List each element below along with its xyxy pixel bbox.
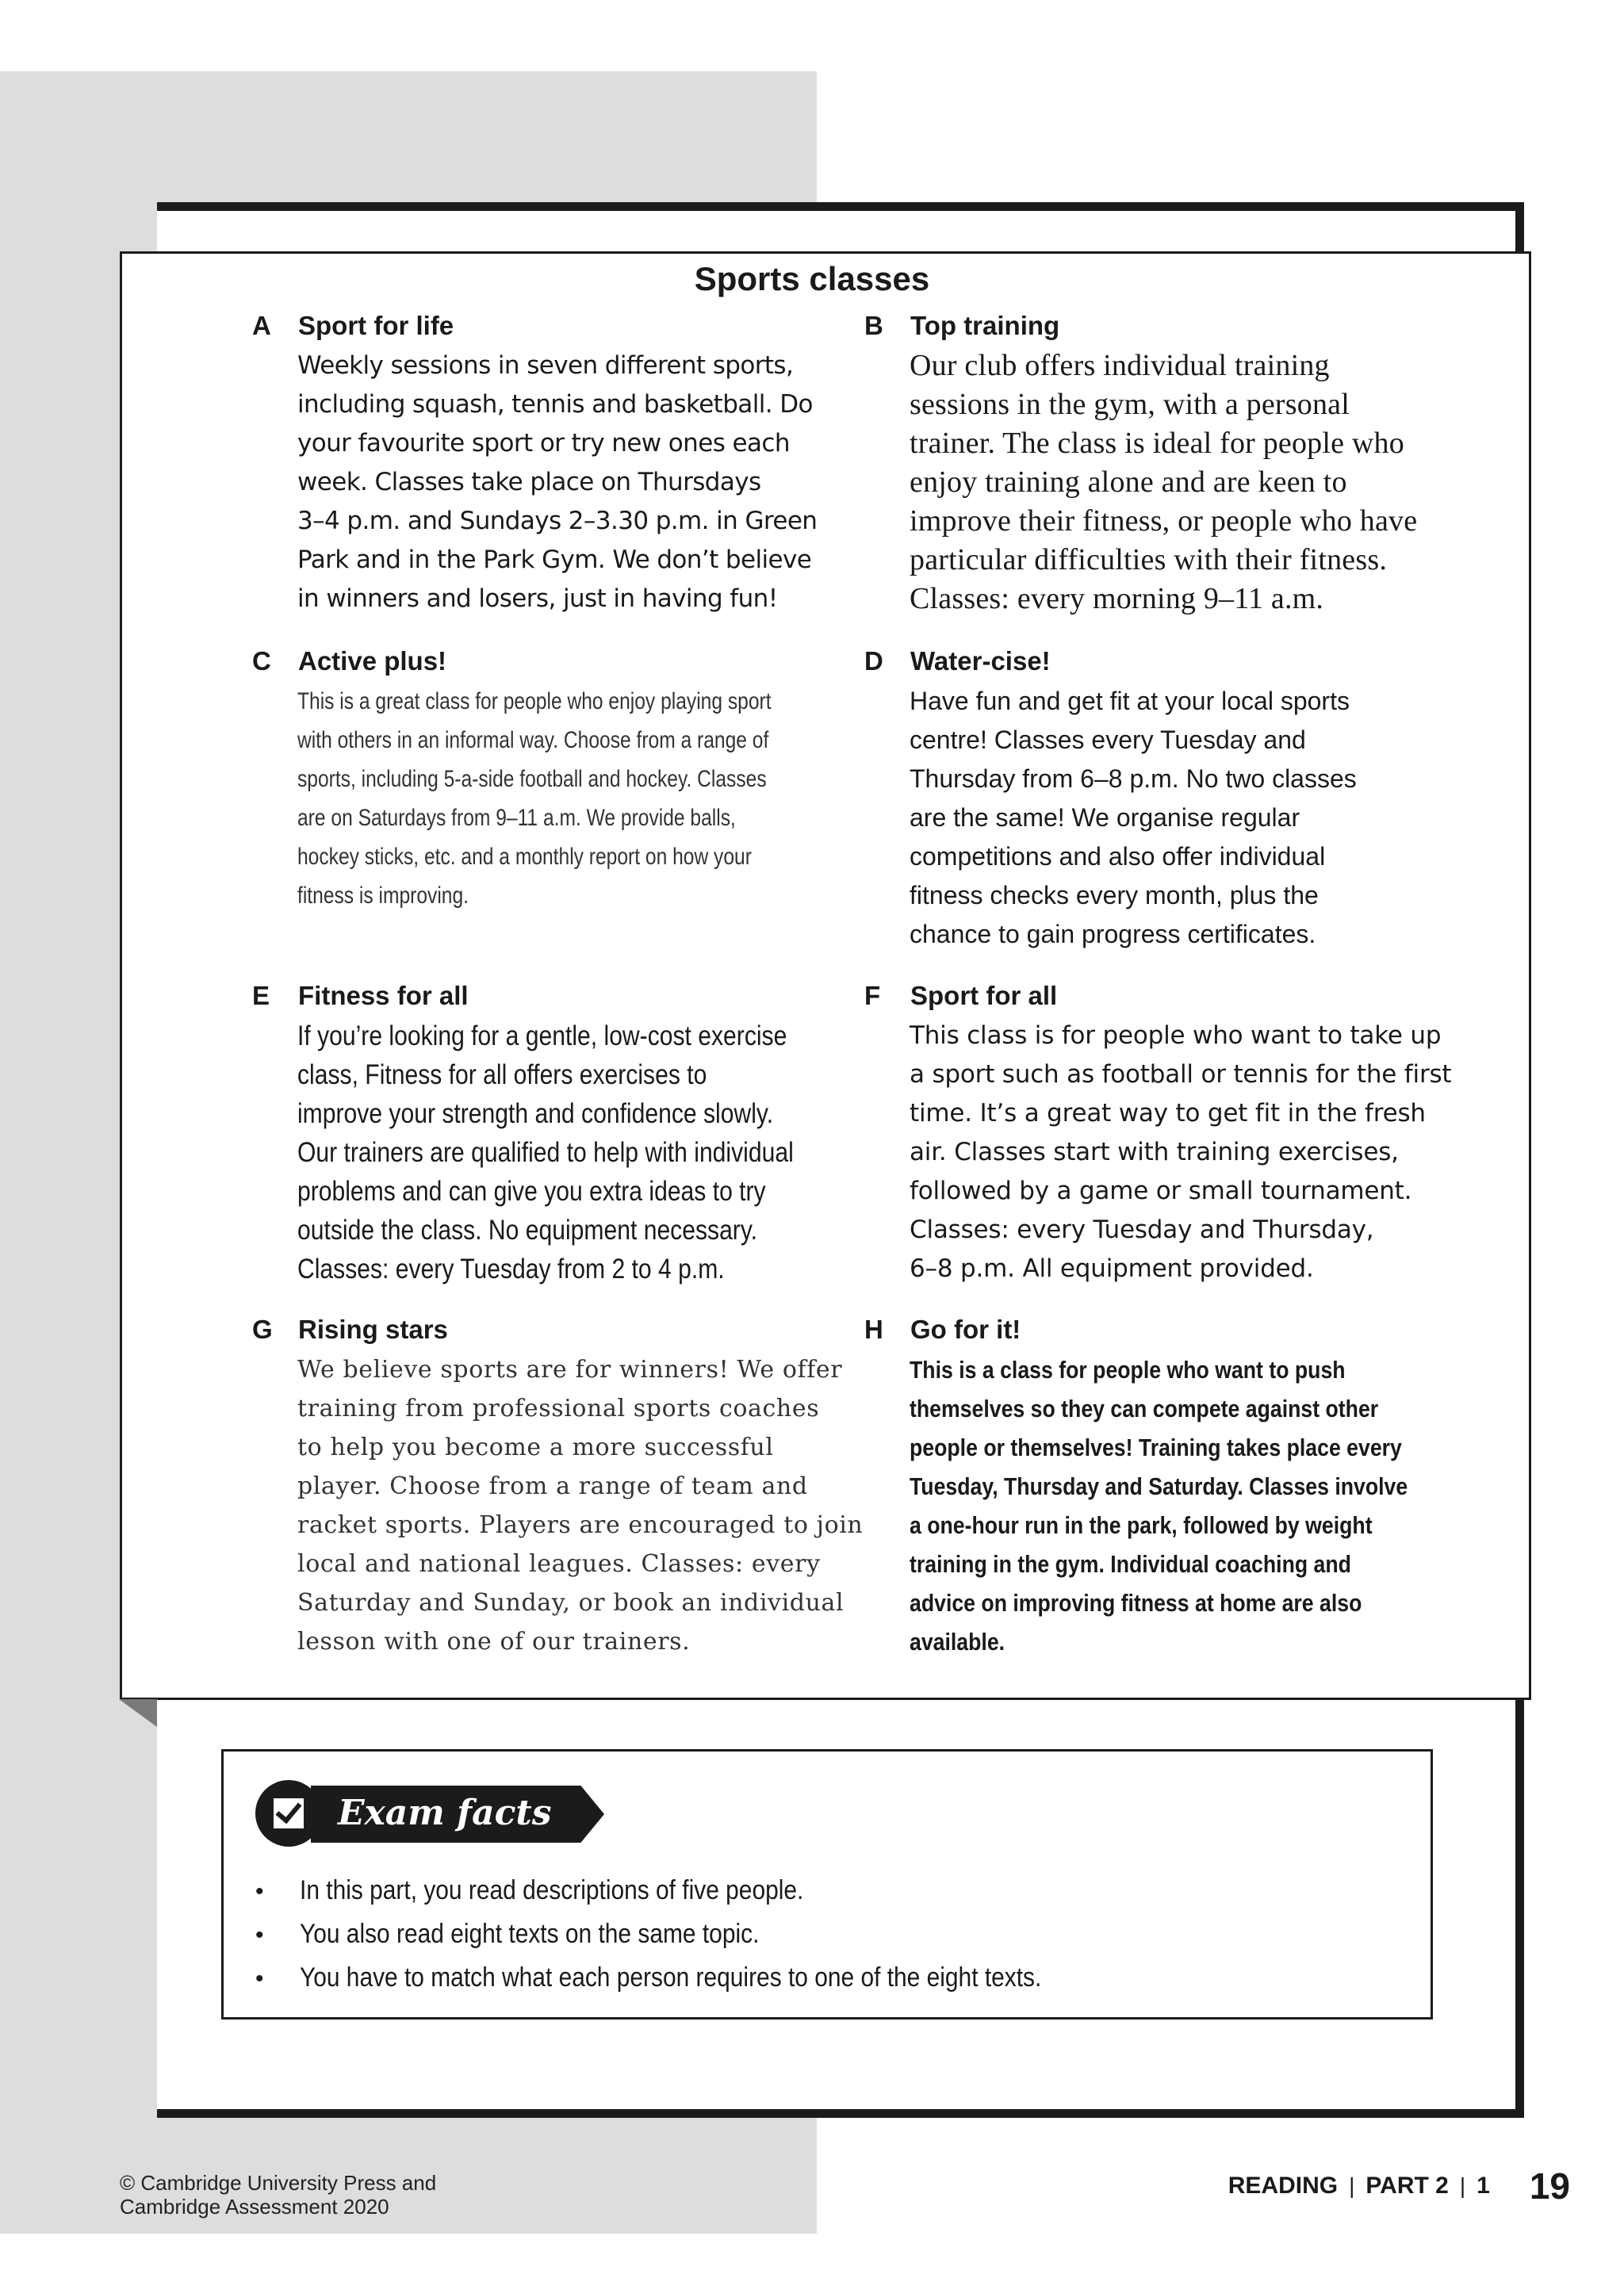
section-title: Go for it! (910, 1315, 1021, 1344)
section-letter: H (864, 1315, 883, 1344)
bullet: • (255, 1966, 264, 1992)
body-line: themselves so they can compete against other (910, 1395, 1379, 1422)
body-line: If you’re looking for a gentle, low-cost exercise (297, 1020, 787, 1051)
body-line: advice on improving fitness at home are also (910, 1589, 1362, 1617)
section-heading (864, 310, 1417, 342)
body-line: to help you become a more successful (297, 1434, 774, 1461)
section-title: Rising stars (298, 1315, 448, 1344)
body-line: training from professional sports coaches (297, 1395, 820, 1422)
part-label: PART 2 (1365, 2173, 1449, 2199)
body-line: training in the gym. Individual coaching and (910, 1550, 1351, 1578)
section-h (864, 1314, 1488, 1661)
body-line: 3–4 p.m. and Sundays 2–3.30 p.m. in Green (297, 507, 818, 535)
body-line: class, Fitness for all offers exercises to (297, 1059, 707, 1090)
section-title: Sport for life (298, 311, 454, 340)
body-line: This class is for people who want to take up (910, 1021, 1442, 1050)
list-item-text: You also read eight texts on the same topic. (300, 1919, 760, 1949)
body-line: are on Saturdays from 9–11 a.m. We provide balls, (297, 805, 736, 831)
section-b (864, 310, 1417, 618)
section-letter: E (252, 981, 270, 1010)
page-fold-corner (119, 1699, 157, 1727)
body-line: a sport such as football or tennis for the first (910, 1060, 1452, 1089)
body-line: with others in an informal way. Choose from a range of (297, 727, 769, 753)
section-g (252, 1314, 863, 1661)
list-item (255, 1869, 1143, 1912)
section-body (910, 682, 1357, 954)
body-line: Classes: every Tuesday from 2 to 4 p.m. (297, 1254, 725, 1284)
exam-facts-badge (255, 1780, 612, 1847)
body-line: improve their fitness, or people who have (910, 504, 1418, 538)
body-line: including squash, tennis and basketball. Do (297, 390, 813, 419)
section-body (910, 346, 1417, 618)
body-line: Thursday from 6–8 p.m. No two classes (910, 764, 1357, 793)
body-line: Have fun and get fit at your local sports (910, 687, 1350, 715)
body-line: lesson with one of our trainers. (297, 1628, 691, 1656)
copyright-line: Cambridge Assessment 2020 (120, 2195, 389, 2219)
body-line: week. Classes take place on Thursdays (297, 468, 761, 496)
checkmark-icon (271, 1796, 306, 1831)
body-line: outside the class. No equipment necessary. (297, 1215, 758, 1246)
body-line: particular difficulties with their fitness. (910, 543, 1388, 576)
body-line: Weekly sessions in seven different sports, (297, 351, 794, 380)
body-line: sports, including 5-a-side football and hockey. Classes (297, 766, 767, 792)
footer-separator: | (1459, 2173, 1466, 2198)
body-line: We believe sports are for winners! We offer (297, 1356, 843, 1384)
section-d (864, 645, 1357, 954)
body-line: This is a class for people who want to push (910, 1356, 1346, 1384)
section-heading (252, 310, 817, 342)
section-body (297, 346, 817, 618)
section-heading (252, 980, 875, 1012)
body-line: racket sports. Players are encouraged to join (297, 1511, 864, 1539)
body-line: enjoy training alone and are keen to (910, 465, 1347, 499)
body-line: Classes: every Tuesday and Thursday, (910, 1216, 1374, 1244)
body-line: Classes: every morning 9–11 a.m. (910, 582, 1324, 615)
list-item (255, 1912, 1143, 1956)
exam-facts-box (221, 1749, 1433, 2020)
section-title: Top training (910, 311, 1060, 340)
section-label: READING (1228, 2173, 1339, 2199)
checkbox-icon (255, 1780, 322, 1847)
section-c (252, 645, 875, 915)
body-line: followed by a game or small tournament. (910, 1177, 1412, 1205)
section-heading (864, 980, 1451, 1012)
section-body (297, 1350, 863, 1661)
body-line: available. (910, 1628, 1005, 1656)
body-line: Park and in the Park Gym. We don’t believe (297, 546, 812, 574)
body-line: local and national leagues. Classes: every (297, 1550, 821, 1578)
section-title: Water-cise! (910, 646, 1051, 676)
section-body (297, 1016, 794, 1288)
section-letter: C (252, 646, 271, 676)
body-line: competitions and also offer individual (910, 842, 1326, 871)
body-line: Tuesday, Thursday and Saturday. Classes involve (910, 1472, 1408, 1500)
body-line: This is a great class for people who enjoy playing sport (297, 688, 772, 714)
page-number: 19 (1529, 2165, 1570, 2207)
body-line: fitness is improving. (297, 882, 469, 909)
body-line: fitness checks every month, plus the (910, 881, 1319, 909)
sub-label: 1 (1477, 2173, 1490, 2199)
body-line: chance to gain progress certificates. (910, 920, 1316, 948)
body-line: centre! Classes every Tuesday and (910, 726, 1306, 754)
page-footer (1228, 2165, 1570, 2207)
section-letter: A (252, 311, 271, 340)
exam-facts-title: Exam facts (338, 1793, 552, 1833)
section-heading (252, 1314, 863, 1346)
bullet: • (255, 1922, 264, 1948)
list-item-text: You have to match what each person requires to one of the eight texts. (300, 1962, 1042, 1993)
body-line: your favourite sport or try new ones each (297, 429, 790, 458)
body-line: player. Choose from a range of team and (297, 1472, 808, 1500)
section-title: Active plus! (298, 646, 447, 676)
body-line: trainer. The class is ideal for people who (910, 427, 1404, 460)
body-line: Our trainers are qualified to help with individual (297, 1137, 794, 1168)
list-item (255, 1956, 1143, 2000)
body-line: Saturday and Sunday, or book an individual (297, 1589, 845, 1617)
body-line: are the same! We organise regular (910, 803, 1300, 832)
list-item-text: In this part, you read descriptions of five people. (300, 1875, 804, 1905)
copyright-notice (120, 2171, 436, 2219)
section-body (910, 1350, 1408, 1661)
body-line: problems and can give you extra ideas to try (297, 1176, 766, 1207)
body-line: Our club offers individual training (910, 349, 1330, 382)
body-line: hockey sticks, etc. and a monthly report on how your (297, 844, 752, 870)
section-title: Fitness for all (298, 981, 469, 1010)
section-letter: B (864, 311, 883, 340)
section-letter: D (864, 646, 883, 676)
section-title: Sport for all (910, 981, 1058, 1010)
section-heading (864, 1314, 1488, 1346)
body-line: people or themselves! Training takes place every (910, 1434, 1402, 1461)
exam-facts-list (255, 1869, 1143, 2000)
section-f (864, 980, 1451, 1288)
body-line: in winners and losers, just in having fun! (297, 584, 778, 613)
section-body (910, 1016, 1451, 1288)
section-letter: F (864, 981, 881, 1010)
document-title: Sports classes (694, 260, 930, 297)
section-letter: G (252, 1315, 273, 1344)
section-heading (864, 645, 1357, 677)
section-body (297, 682, 772, 915)
body-line: improve your strength and confidence slowly. (297, 1098, 774, 1129)
body-line: sessions in the gym, with a personal (910, 388, 1350, 421)
footer-separator: | (1349, 2173, 1355, 2198)
body-line: air. Classes start with training exercises, (910, 1138, 1399, 1166)
copyright-line: © Cambridge University Press and (120, 2171, 437, 2195)
body-line: a one-hour run in the park, followed by weight (910, 1511, 1373, 1539)
section-e (252, 980, 875, 1288)
section-a (252, 310, 817, 618)
body-line: 6–8 p.m. All equipment provided. (910, 1254, 1314, 1283)
section-heading (252, 645, 875, 677)
body-line: time. It’s a great way to get fit in the fresh (910, 1099, 1426, 1128)
bullet: • (255, 1878, 264, 1905)
